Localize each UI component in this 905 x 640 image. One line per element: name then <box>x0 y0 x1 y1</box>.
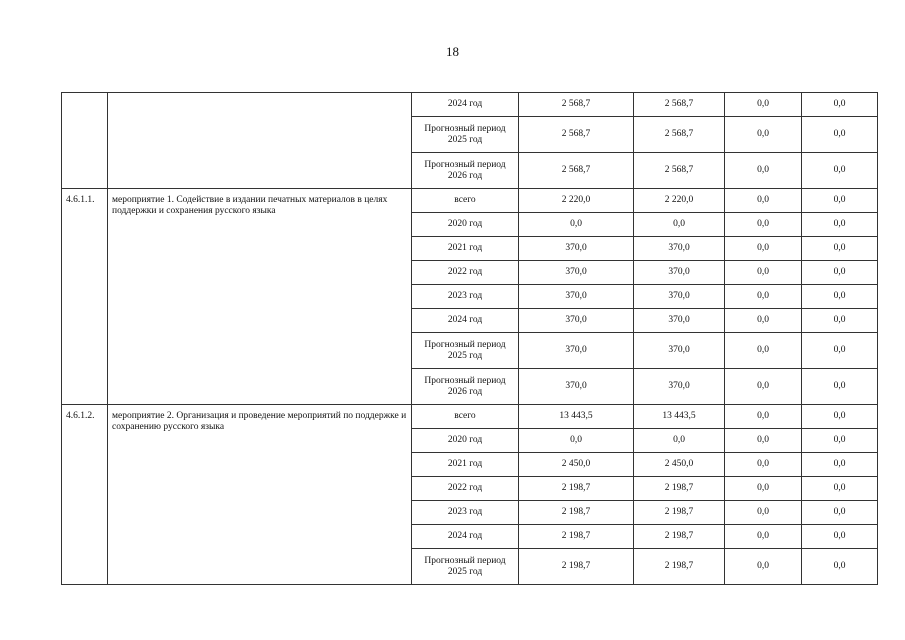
budget-source-2-cell: 0,0 <box>725 93 802 117</box>
total-amount-cell: 370,0 <box>519 237 634 261</box>
budget-source-3-cell: 0,0 <box>802 189 878 213</box>
budget-source-2-cell: 0,0 <box>725 333 802 369</box>
budget-source-1-cell: 13 443,5 <box>634 405 725 429</box>
budget-source-3-cell: 0,0 <box>802 477 878 501</box>
budget-source-3-cell: 0,0 <box>802 453 878 477</box>
period-cell: всего <box>412 189 519 213</box>
total-amount-cell: 2 568,7 <box>519 93 634 117</box>
period-cell: Прогнозный период 2026 год <box>412 153 519 189</box>
period-cell: 2022 год <box>412 261 519 285</box>
total-amount-cell: 2 198,7 <box>519 549 634 585</box>
budget-source-2-cell: 0,0 <box>725 285 802 309</box>
period-cell: Прогнозный период 2025 год <box>412 117 519 153</box>
budget-source-2-cell: 0,0 <box>725 453 802 477</box>
period-cell: 2024 год <box>412 525 519 549</box>
budget-source-1-cell: 370,0 <box>634 333 725 369</box>
table-row <box>62 93 878 117</box>
budget-source-2-cell: 0,0 <box>725 261 802 285</box>
budget-source-2-cell: 0,0 <box>725 429 802 453</box>
total-amount-cell: 370,0 <box>519 369 634 405</box>
budget-source-2-cell: 0,0 <box>725 405 802 429</box>
period-cell: 2020 год <box>412 213 519 237</box>
period-cell: всего <box>412 405 519 429</box>
period-cell: 2023 год <box>412 501 519 525</box>
budget-source-1-cell: 370,0 <box>634 261 725 285</box>
budget-source-1-cell: 2 198,7 <box>634 501 725 525</box>
budget-source-3-cell: 0,0 <box>802 333 878 369</box>
budget-source-2-cell: 0,0 <box>725 117 802 153</box>
budget-source-1-cell: 370,0 <box>634 237 725 261</box>
budget-table <box>61 92 878 585</box>
period-cell: 2024 год <box>412 309 519 333</box>
budget-source-2-cell: 0,0 <box>725 549 802 585</box>
budget-source-3-cell: 0,0 <box>802 501 878 525</box>
budget-source-1-cell: 2 568,7 <box>634 93 725 117</box>
budget-source-1-cell: 2 568,7 <box>634 153 725 189</box>
total-amount-cell: 0,0 <box>519 213 634 237</box>
period-cell: Прогнозный период 2025 год <box>412 549 519 585</box>
budget-source-2-cell: 0,0 <box>725 237 802 261</box>
page-number: 18 <box>446 44 459 59</box>
item-description: мероприятие 1. Содействие в издании печатных материалов в целях поддержки и сохранения русского языка <box>108 189 412 405</box>
total-amount-cell: 0,0 <box>519 429 634 453</box>
budget-source-3-cell: 0,0 <box>802 405 878 429</box>
total-amount-cell: 2 220,0 <box>519 189 634 213</box>
budget-source-2-cell: 0,0 <box>725 525 802 549</box>
total-amount-cell: 2 450,0 <box>519 453 634 477</box>
budget-source-1-cell: 2 568,7 <box>634 117 725 153</box>
total-amount-cell: 2 198,7 <box>519 477 634 501</box>
total-amount-cell: 370,0 <box>519 261 634 285</box>
total-amount-cell: 13 443,5 <box>519 405 634 429</box>
budget-source-3-cell: 0,0 <box>802 369 878 405</box>
item-description <box>108 93 412 189</box>
item-description: мероприятие 2. Организация и проведение мероприятий по поддержке и сохранению русского языка <box>108 405 412 585</box>
period-cell: 2024 год <box>412 93 519 117</box>
period-cell: 2022 год <box>412 477 519 501</box>
total-amount-cell: 370,0 <box>519 285 634 309</box>
budget-source-3-cell: 0,0 <box>802 429 878 453</box>
budget-source-3-cell: 0,0 <box>802 285 878 309</box>
total-amount-cell: 2 198,7 <box>519 525 634 549</box>
budget-source-1-cell: 2 450,0 <box>634 453 725 477</box>
period-cell: 2021 год <box>412 237 519 261</box>
item-code: 4.6.1.1. <box>62 189 108 405</box>
budget-source-3-cell: 0,0 <box>802 153 878 189</box>
period-cell: Прогнозный период 2026 год <box>412 369 519 405</box>
total-amount-cell: 2 568,7 <box>519 153 634 189</box>
period-cell: 2020 год <box>412 429 519 453</box>
budget-source-1-cell: 2 198,7 <box>634 549 725 585</box>
budget-source-3-cell: 0,0 <box>802 117 878 153</box>
budget-source-1-cell: 0,0 <box>634 213 725 237</box>
item-code <box>62 93 108 189</box>
period-cell: 2023 год <box>412 285 519 309</box>
total-amount-cell: 2 198,7 <box>519 501 634 525</box>
budget-source-2-cell: 0,0 <box>725 309 802 333</box>
budget-source-2-cell: 0,0 <box>725 501 802 525</box>
budget-source-1-cell: 2 220,0 <box>634 189 725 213</box>
budget-source-3-cell: 0,0 <box>802 525 878 549</box>
budget-source-3-cell: 0,0 <box>802 93 878 117</box>
budget-source-2-cell: 0,0 <box>725 189 802 213</box>
budget-source-2-cell: 0,0 <box>725 369 802 405</box>
period-cell: Прогнозный период 2025 год <box>412 333 519 369</box>
budget-source-2-cell: 0,0 <box>725 153 802 189</box>
budget-source-1-cell: 370,0 <box>634 369 725 405</box>
period-cell: 2021 год <box>412 453 519 477</box>
budget-source-2-cell: 0,0 <box>725 213 802 237</box>
budget-source-1-cell: 370,0 <box>634 309 725 333</box>
table-row <box>62 189 878 213</box>
total-amount-cell: 2 568,7 <box>519 117 634 153</box>
table-row <box>62 405 878 429</box>
item-code: 4.6.1.2. <box>62 405 108 585</box>
budget-source-3-cell: 0,0 <box>802 213 878 237</box>
budget-source-1-cell: 0,0 <box>634 429 725 453</box>
budget-source-3-cell: 0,0 <box>802 237 878 261</box>
budget-source-1-cell: 2 198,7 <box>634 525 725 549</box>
budget-source-3-cell: 0,0 <box>802 309 878 333</box>
budget-source-1-cell: 370,0 <box>634 285 725 309</box>
budget-source-1-cell: 2 198,7 <box>634 477 725 501</box>
total-amount-cell: 370,0 <box>519 333 634 369</box>
budget-source-3-cell: 0,0 <box>802 549 878 585</box>
total-amount-cell: 370,0 <box>519 309 634 333</box>
budget-source-3-cell: 0,0 <box>802 261 878 285</box>
budget-source-2-cell: 0,0 <box>725 477 802 501</box>
